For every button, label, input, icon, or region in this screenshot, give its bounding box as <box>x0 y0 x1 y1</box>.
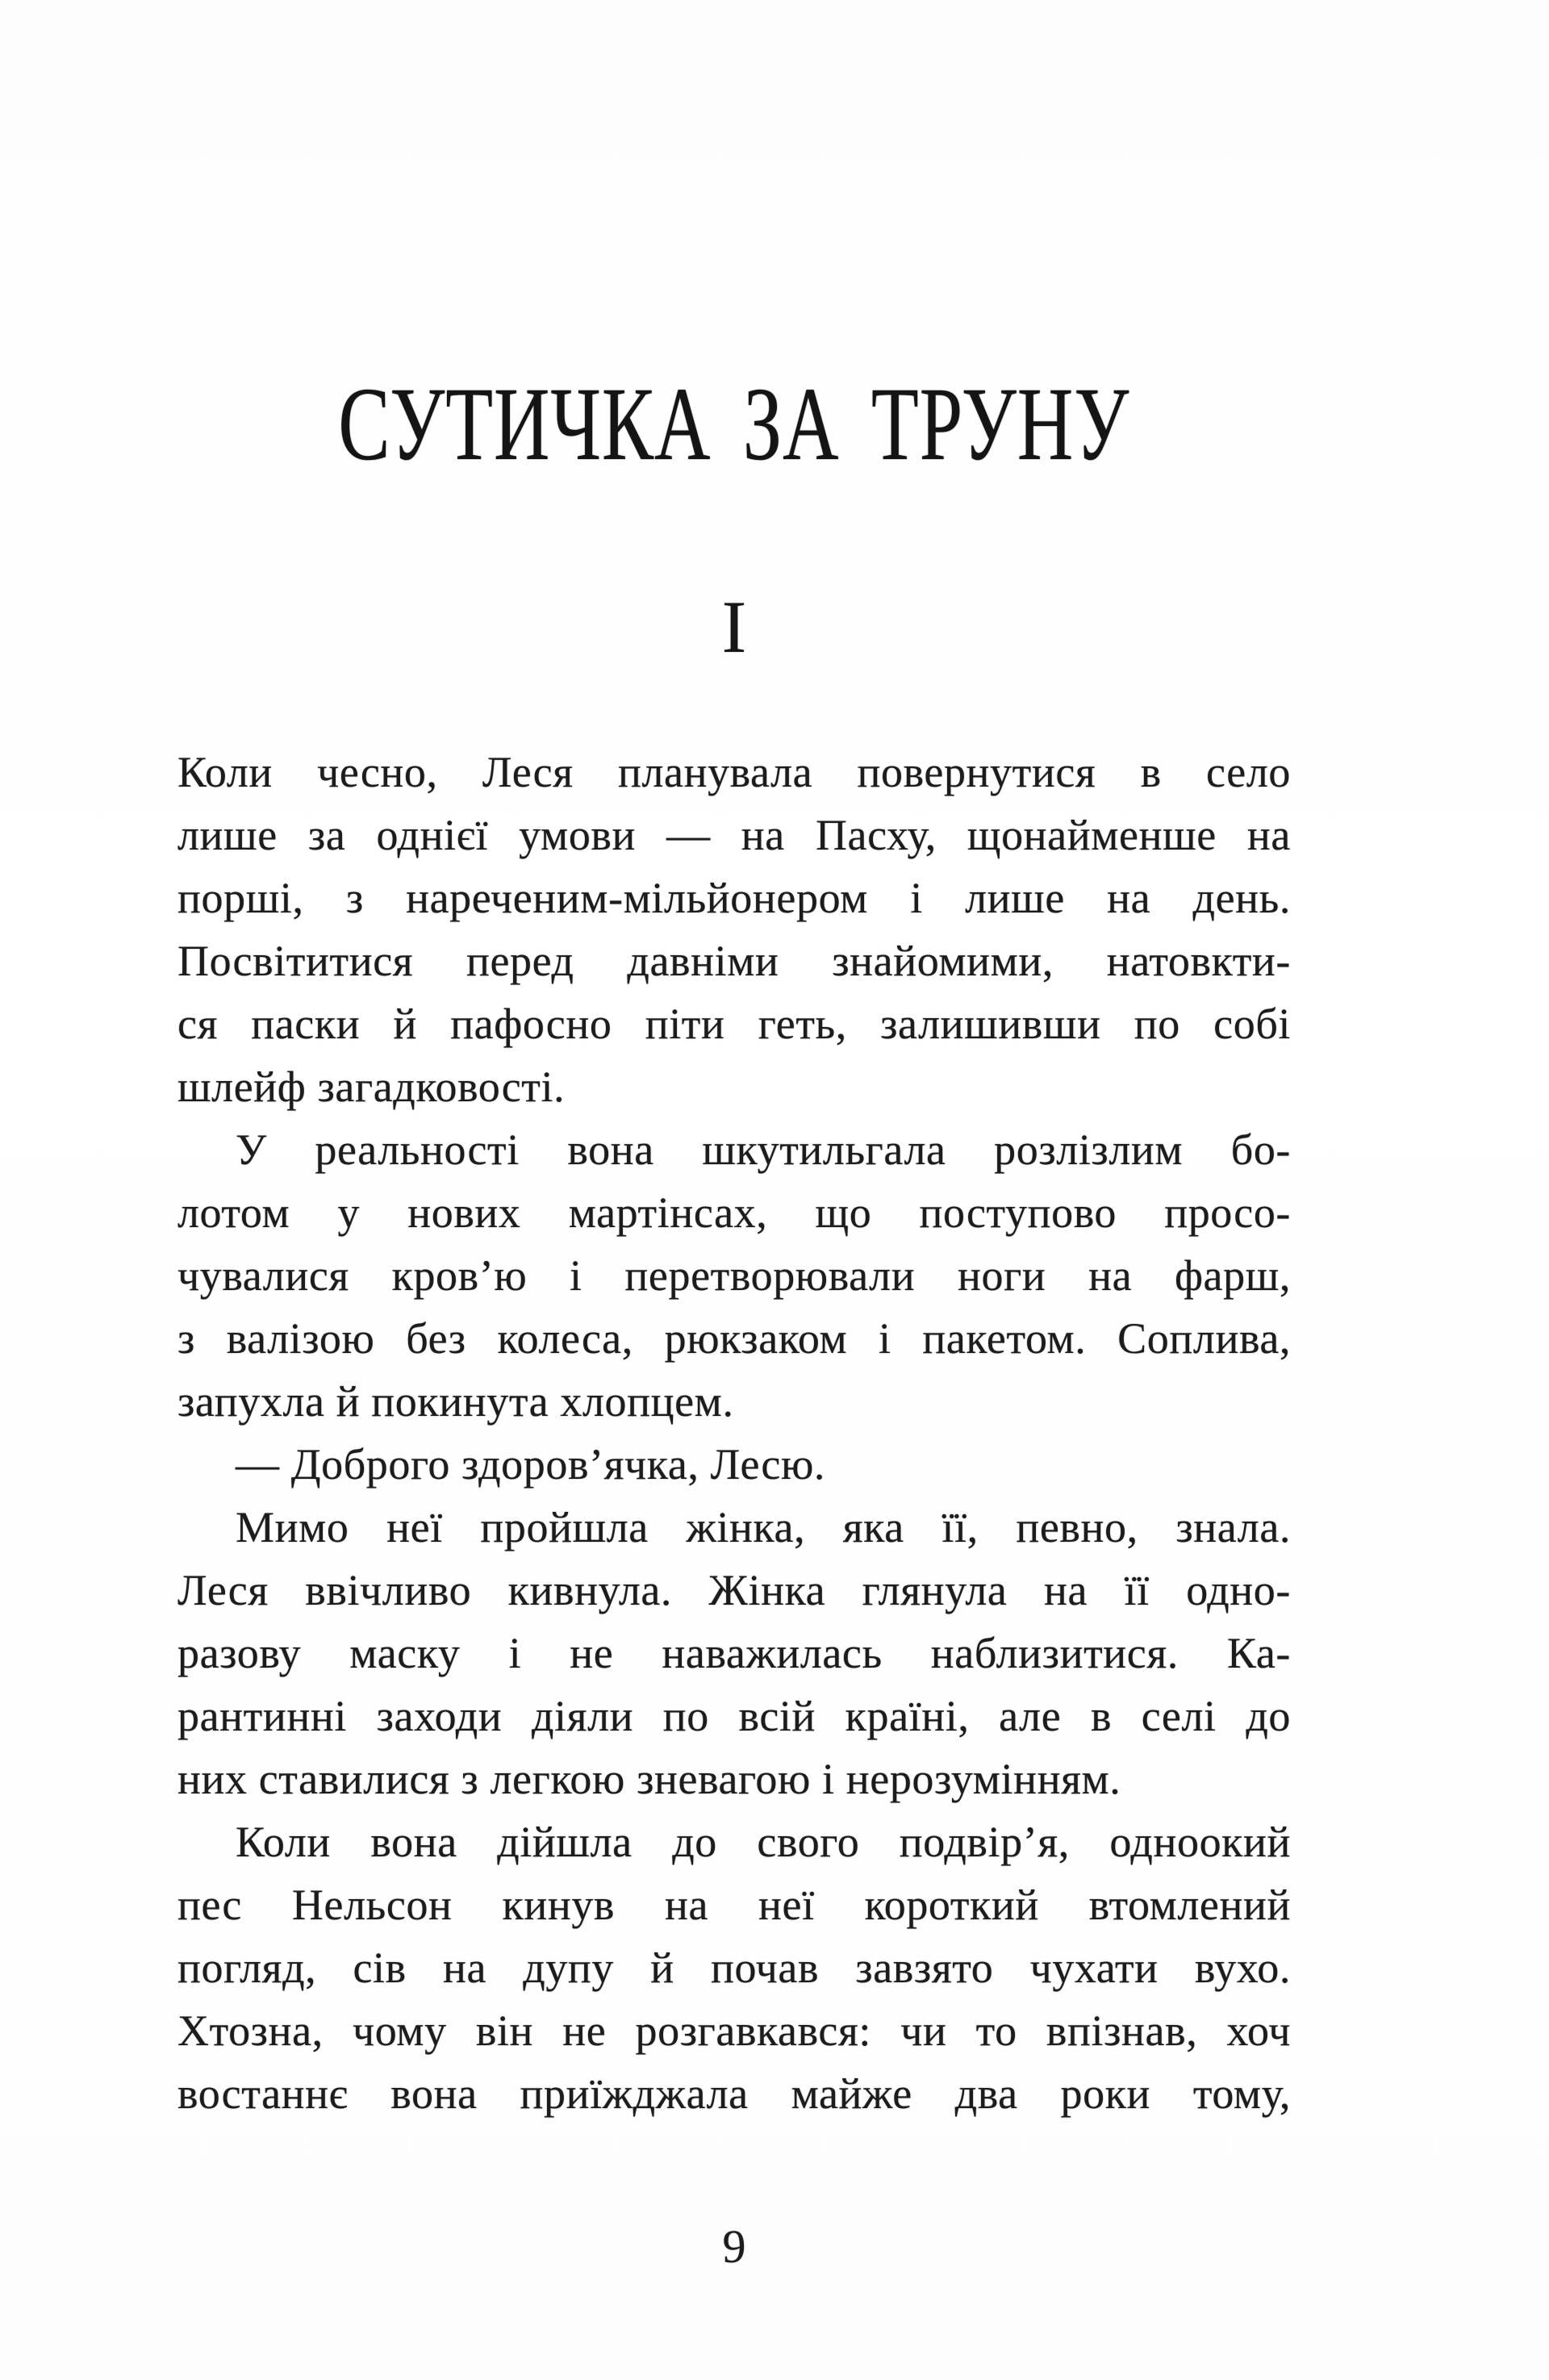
chapter-number: I <box>721 586 747 668</box>
paragraph <box>177 1496 1291 1810</box>
text-line: з валізою без колеса, рюкзаком і пакетом. Соплива, <box>177 1314 1291 1363</box>
text-line: — Доброго здоров’ячка, Лесю. <box>236 1440 825 1489</box>
text-line: погляд, сів на дупу й почав завзято чухати вухо. <box>177 1944 1291 1992</box>
paragraph <box>177 741 1291 1118</box>
body-text <box>177 741 1291 2125</box>
text-line: пес Нельсон кинув на неї короткий втомлений <box>177 1881 1291 1929</box>
chapter-title <box>177 366 1291 482</box>
text-line: чувалися кров’ю і перетворювали ноги на фарш, <box>177 1251 1291 1300</box>
paragraph <box>177 1433 1291 1496</box>
text-line: лотом у нових мартінсах, що поступово просо- <box>177 1188 1291 1237</box>
text-line: них ставилися з легкою зневагою і нерозумінням. <box>177 1755 1121 1803</box>
text-line: шлейф загадковості. <box>177 1063 566 1111</box>
text-line: разову маску і не наважилась наблизитися. Ка- <box>177 1629 1291 1677</box>
text-line: Хтозна, чому він не розгавкався: чи то впізнав, хоч <box>177 2006 1291 2055</box>
text-line: Коли чесно, Леся планувала повернутися в село <box>177 748 1291 796</box>
text-line: лише за однієї умови — на Пасху, щонайменше на <box>177 811 1291 859</box>
text-line: порші, з нареченим-мільйонером і лише на день. <box>177 874 1291 922</box>
text-line: ся паски й пафосно піти геть, залишивши по собі <box>177 1000 1291 1048</box>
text-line: запухла й покинута хлопцем. <box>177 1377 734 1426</box>
paragraph <box>177 1810 1291 2125</box>
text-line: востаннє вона приїжджала майже два роки тому, <box>177 2069 1291 2118</box>
text-line: рантинні заходи діяли по всій країні, але в селі до <box>177 1692 1291 1740</box>
text-line: Посвітитися перед давніми знайомими, натовкти- <box>177 937 1291 985</box>
text-line: У реальності вона шкутильгала розлізлим бо- <box>236 1125 1291 1174</box>
text-line: Мимо неї пройшла жінка, яка її, певно, знала. <box>236 1503 1291 1551</box>
paragraph <box>177 1118 1291 1433</box>
text-line: Леся ввічливо кивнула. Жінка глянула на її одно- <box>177 1566 1291 1614</box>
page-number: 9 <box>722 2220 746 2273</box>
text-line: Коли вона дійшла до свого подвір’я, одноокий <box>236 1818 1291 1866</box>
chapter-title-text: СУТИЧКА ЗА ТРУНУ <box>338 366 1130 482</box>
